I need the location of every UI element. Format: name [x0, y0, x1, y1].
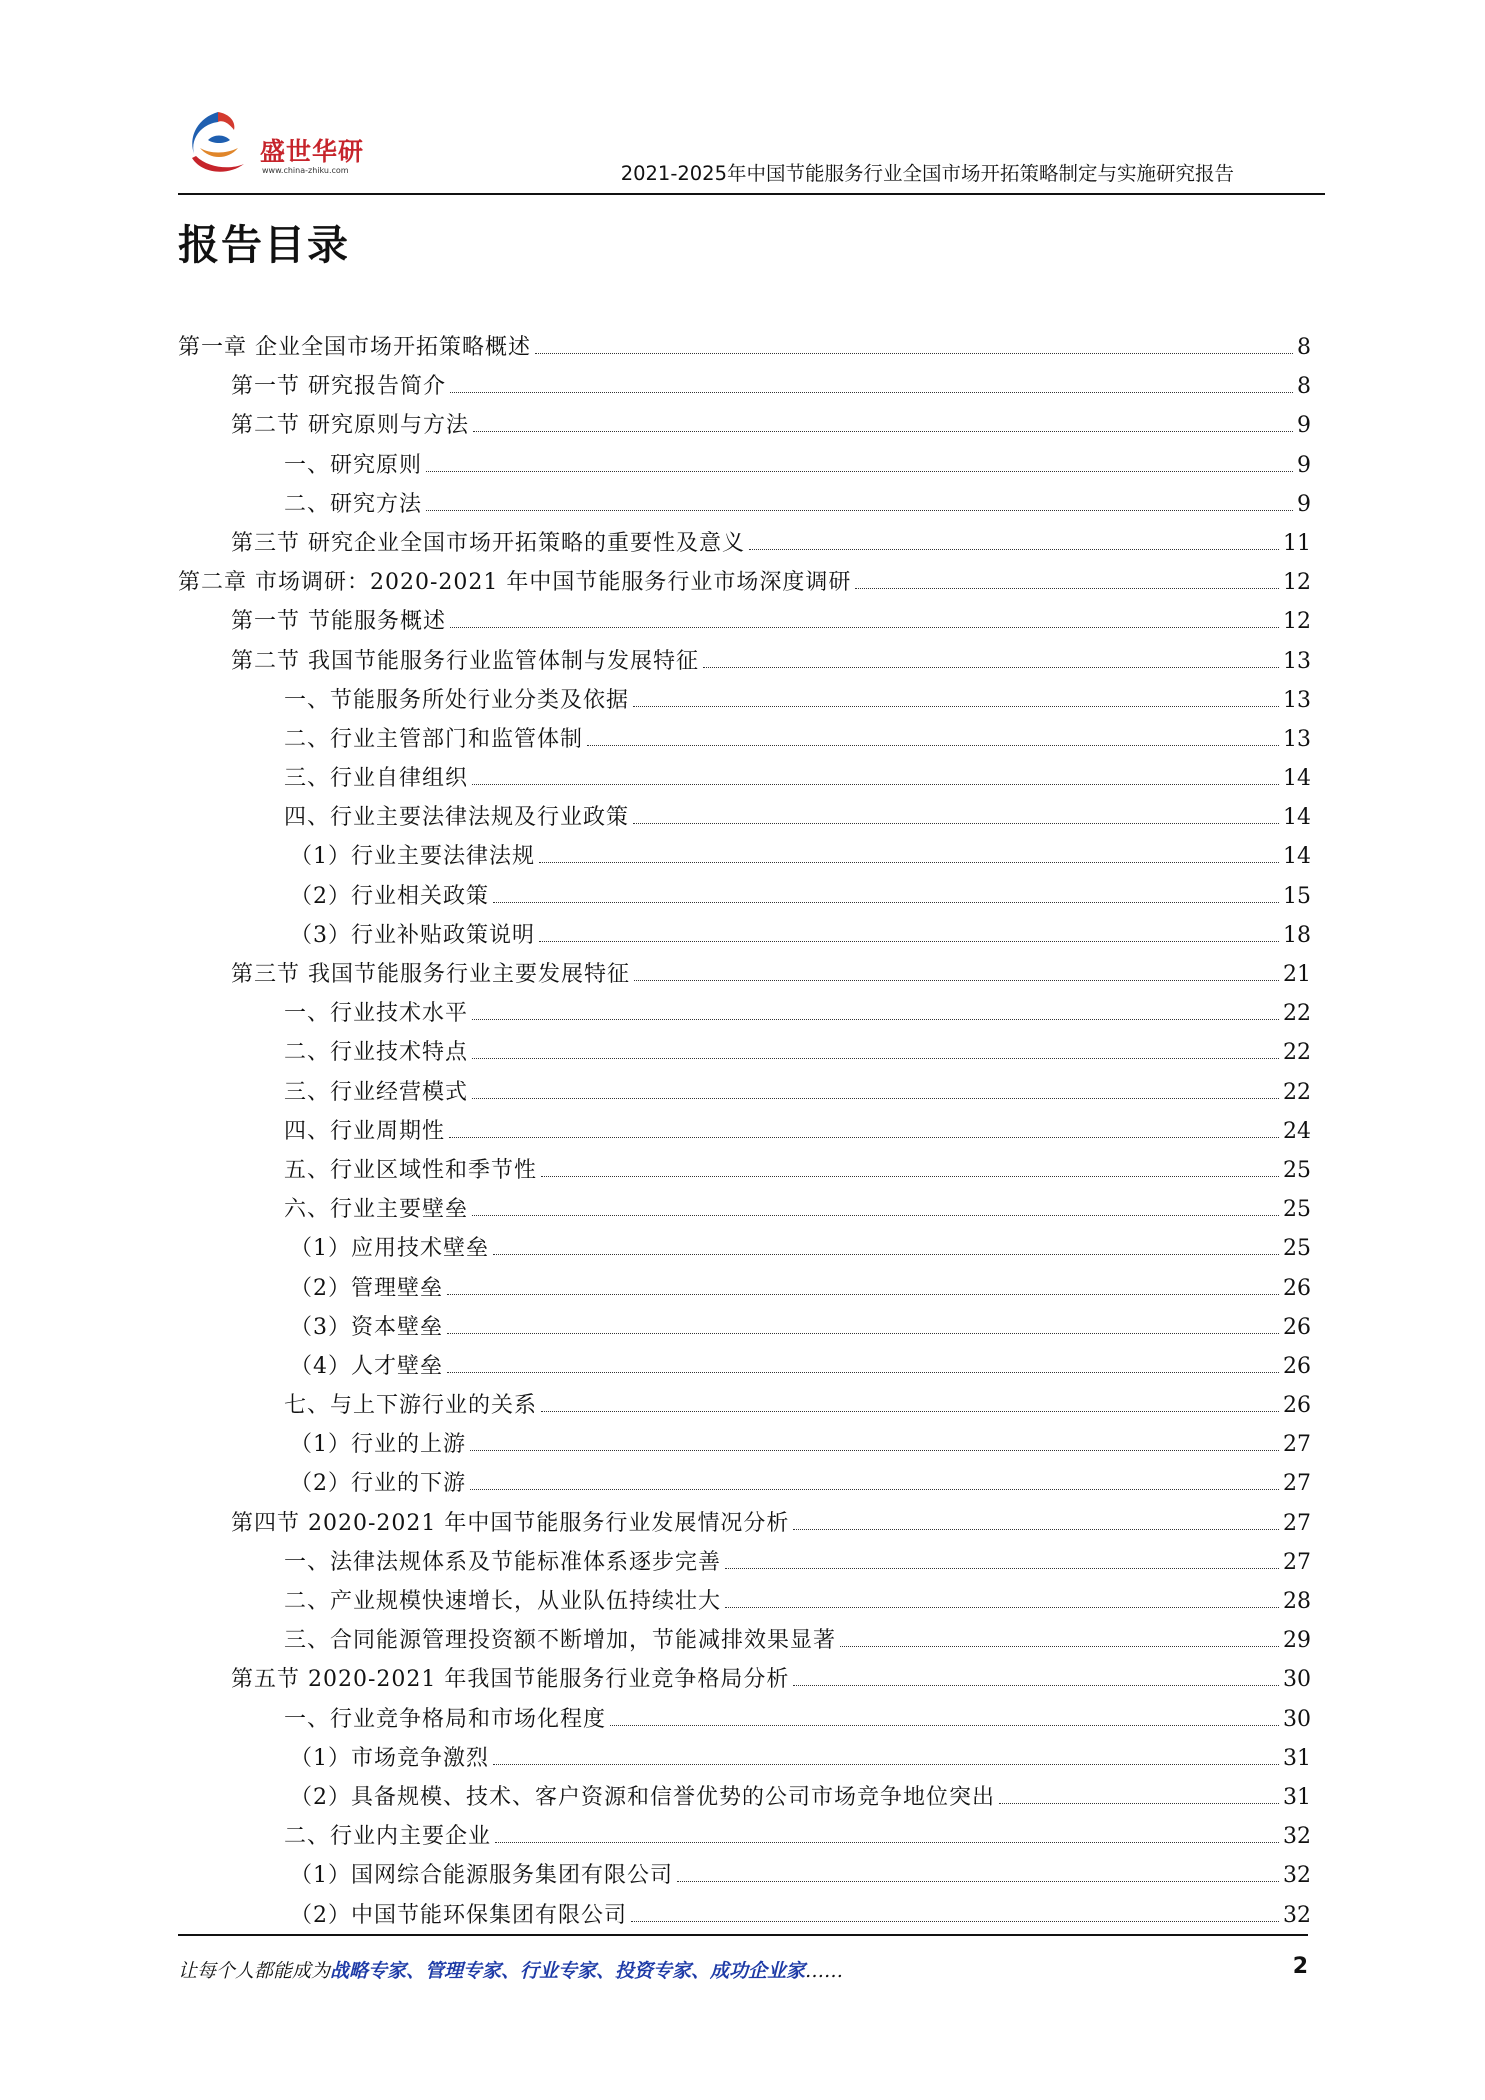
- table-of-contents: [178, 328, 1311, 1935]
- toc-entry-title: 七、与上下游行业的关系: [284, 1393, 538, 1419]
- toc-entry[interactable]: [178, 1269, 1311, 1308]
- toc-entry-page: 27: [1283, 1510, 1311, 1536]
- toc-dot-leader: [450, 627, 1279, 628]
- page-title: 报告目录: [178, 221, 350, 269]
- toc-entry-page: 27: [1283, 1471, 1311, 1497]
- company-logo: [178, 104, 388, 188]
- toc-dot-leader: [610, 1725, 1279, 1726]
- toc-entry-title: 第一节 节能服务概述: [231, 609, 446, 635]
- toc-entry-page: 12: [1283, 609, 1311, 635]
- toc-entry-page: 8: [1297, 335, 1311, 360]
- toc-entry[interactable]: [178, 1190, 1311, 1229]
- toc-entry[interactable]: [178, 602, 1311, 641]
- toc-dot-leader: [493, 902, 1279, 903]
- toc-entry-page: 24: [1283, 1118, 1311, 1144]
- toc-dot-leader: [493, 1764, 1279, 1765]
- toc-dot-leader: [793, 1529, 1279, 1530]
- toc-entry-title: 一、行业竞争格局和市场化程度: [284, 1706, 607, 1732]
- report-title: 2021-2025年中国节能服务行业全国市场开拓策略制定与实施研究报告: [620, 162, 1234, 185]
- toc-entry[interactable]: [178, 1543, 1311, 1582]
- toc-entry-title: （3）资本壁垒: [290, 1314, 443, 1340]
- toc-entry-page: 13: [1283, 648, 1311, 674]
- toc-entry[interactable]: [178, 1073, 1311, 1112]
- toc-entry[interactable]: [178, 485, 1311, 524]
- footer-slogan: [178, 1956, 843, 1983]
- toc-entry-page: 22: [1283, 1001, 1311, 1027]
- logo-emblem-icon: [178, 104, 258, 184]
- toc-dot-leader: [725, 1568, 1279, 1569]
- page-footer: [178, 1956, 1308, 1988]
- toc-dot-leader: [493, 1254, 1279, 1255]
- toc-entry-title: 一、节能服务所处行业分类及依据: [284, 687, 630, 713]
- toc-entry-page: 9: [1297, 491, 1311, 517]
- toc-entry-title: （2）具备规模、技术、客户资源和信誉优势的公司市场竞争地位突出: [290, 1784, 995, 1810]
- toc-dot-leader: [855, 588, 1279, 589]
- toc-entry-page: 31: [1283, 1784, 1311, 1810]
- toc-dot-leader: [793, 1685, 1279, 1686]
- toc-dot-leader: [587, 745, 1279, 746]
- toc-dot-leader: [840, 1646, 1279, 1647]
- toc-entry[interactable]: [178, 1464, 1311, 1503]
- toc-dot-leader: [725, 1607, 1279, 1608]
- toc-entry[interactable]: [178, 1229, 1311, 1268]
- toc-entry-title: 三、合同能源管理投资额不断增加，节能减排效果显著: [284, 1628, 837, 1654]
- toc-entry-title: （2）中国节能环保集团有限公司: [290, 1902, 627, 1928]
- toc-entry-page: 26: [1283, 1353, 1311, 1379]
- toc-entry[interactable]: [178, 837, 1311, 876]
- toc-entry[interactable]: [178, 563, 1311, 602]
- header-divider: [178, 193, 1325, 195]
- toc-entry-page: 21: [1283, 962, 1311, 987]
- toc-entry[interactable]: [178, 1896, 1311, 1935]
- toc-dot-leader: [472, 1098, 1279, 1099]
- toc-entry[interactable]: [178, 877, 1311, 916]
- toc-entry-title: 第五节 2020-2021 年我国节能服务行业竞争格局分析: [231, 1667, 790, 1693]
- toc-entry-title: 二、行业主管部门和监管体制: [284, 726, 584, 752]
- toc-dot-leader: [472, 1058, 1279, 1059]
- toc-entry-title: 四、行业主要法律法规及行业政策: [284, 805, 630, 831]
- toc-entry-title: 五、行业区域性和季节性: [284, 1157, 538, 1183]
- toc-entry[interactable]: [178, 328, 1311, 367]
- toc-entry-title: 第二章 市场调研：2020-2021 年中国节能服务行业市场深度调研: [178, 570, 852, 596]
- page-header: [178, 100, 1324, 196]
- toc-entry[interactable]: [178, 1856, 1311, 1895]
- toc-entry[interactable]: [178, 955, 1311, 994]
- toc-entry-title: （1）国网综合能源服务集团有限公司: [290, 1863, 673, 1889]
- toc-entry-page: 31: [1283, 1745, 1311, 1771]
- toc-entry-page: 15: [1283, 883, 1311, 909]
- toc-entry[interactable]: [178, 406, 1311, 445]
- toc-dot-leader: [541, 1176, 1279, 1177]
- toc-dot-leader: [749, 549, 1279, 550]
- toc-entry[interactable]: [178, 681, 1311, 720]
- toc-entry-title: （2）管理壁垒: [290, 1275, 443, 1301]
- toc-entry-title: 六、行业主要壁垒: [284, 1197, 469, 1223]
- toc-entry-page: 25: [1283, 1197, 1311, 1223]
- toc-dot-leader: [472, 1215, 1279, 1216]
- toc-dot-leader: [447, 1372, 1279, 1373]
- toc-dot-leader: [450, 392, 1293, 393]
- toc-entry-title: 第一章 企业全国市场开拓策略概述: [178, 335, 531, 360]
- toc-entry[interactable]: [178, 524, 1311, 563]
- toc-entry-title: （1）应用技术壁垒: [290, 1236, 489, 1262]
- toc-entry[interactable]: [178, 1660, 1311, 1699]
- toc-entry-title: 第三节 研究企业全国市场开拓策略的重要性及意义: [231, 530, 745, 556]
- toc-entry-page: 25: [1283, 1236, 1311, 1262]
- toc-entry[interactable]: [178, 916, 1311, 955]
- toc-entry-title: 第一节 研究报告简介: [231, 374, 446, 400]
- toc-dot-leader: [449, 1137, 1279, 1138]
- toc-entry-page: 32: [1283, 1863, 1311, 1889]
- toc-entry-page: 22: [1283, 1079, 1311, 1105]
- toc-entry-page: 9: [1297, 413, 1311, 439]
- toc-entry-title: （2）行业相关政策: [290, 883, 489, 909]
- toc-entry[interactable]: [178, 1386, 1311, 1425]
- toc-entry-title: （1）行业的上游: [290, 1432, 466, 1458]
- toc-entry[interactable]: [178, 1817, 1311, 1856]
- toc-entry-page: 18: [1283, 922, 1311, 948]
- toc-entry-title: 第三节 我国节能服务行业主要发展特征: [231, 962, 630, 987]
- logo-name: 盛世华研: [260, 137, 365, 166]
- toc-dot-leader: [495, 1842, 1279, 1843]
- toc-entry-page: 9: [1297, 452, 1311, 478]
- slogan-suffix: ……: [805, 1960, 844, 1982]
- toc-dot-leader: [539, 862, 1279, 863]
- toc-entry[interactable]: [178, 798, 1311, 837]
- toc-entry-page: 32: [1283, 1824, 1311, 1850]
- toc-entry-page: 32: [1283, 1902, 1311, 1928]
- toc-entry-page: 13: [1283, 687, 1311, 713]
- toc-dot-leader: [426, 510, 1293, 511]
- toc-entry-title: 第二节 我国节能服务行业监管体制与发展特征: [231, 648, 699, 674]
- toc-entry-page: 26: [1283, 1393, 1311, 1419]
- toc-entry[interactable]: [178, 1621, 1311, 1660]
- toc-entry[interactable]: [178, 367, 1311, 406]
- toc-dot-leader: [473, 431, 1293, 432]
- toc-entry[interactable]: [178, 720, 1311, 759]
- toc-entry[interactable]: [178, 1739, 1311, 1778]
- toc-dot-leader: [541, 1411, 1279, 1412]
- toc-entry[interactable]: [178, 1778, 1311, 1817]
- toc-entry-title: 二、行业内主要企业: [284, 1824, 492, 1850]
- toc-entry[interactable]: [178, 1151, 1311, 1190]
- toc-entry[interactable]: [178, 1033, 1311, 1072]
- toc-entry-page: 14: [1283, 844, 1311, 870]
- page-number: 2: [1292, 1954, 1308, 1979]
- toc-entry-title: 二、研究方法: [284, 491, 423, 517]
- toc-entry-page: 14: [1283, 766, 1311, 792]
- toc-entry[interactable]: [178, 994, 1311, 1033]
- toc-entry-page: 26: [1283, 1275, 1311, 1301]
- toc-entry-title: （2）行业的下游: [290, 1471, 466, 1497]
- toc-entry[interactable]: [178, 446, 1311, 485]
- toc-entry-title: 三、行业经营模式: [284, 1079, 469, 1105]
- toc-entry-page: 30: [1283, 1706, 1311, 1732]
- footer-divider: [178, 1934, 1308, 1936]
- toc-entry[interactable]: [178, 1112, 1311, 1151]
- toc-dot-leader: [447, 1294, 1279, 1295]
- toc-entry-page: 11: [1283, 530, 1311, 556]
- toc-dot-leader: [999, 1803, 1279, 1804]
- toc-dot-leader: [426, 471, 1293, 472]
- toc-entry-title: 一、研究原则: [284, 452, 423, 478]
- toc-entry[interactable]: [178, 1425, 1311, 1464]
- toc-dot-leader: [631, 1921, 1279, 1922]
- toc-entry-title: （1）行业主要法律法规: [290, 844, 535, 870]
- toc-entry-title: 二、产业规模快速增长，从业队伍持续壮大: [284, 1589, 722, 1614]
- toc-dot-leader: [633, 706, 1279, 707]
- logo-url: www.china-zhiku.com: [262, 166, 349, 175]
- toc-entry-page: 27: [1283, 1549, 1311, 1575]
- toc-dot-leader: [539, 941, 1279, 942]
- toc-entry-title: 第二节 研究原则与方法: [231, 413, 469, 439]
- toc-entry[interactable]: [178, 759, 1311, 798]
- toc-entry[interactable]: [178, 1582, 1311, 1621]
- toc-dot-leader: [472, 1019, 1279, 1020]
- toc-entry-page: 30: [1283, 1667, 1311, 1693]
- toc-entry-title: 二、行业技术特点: [284, 1040, 469, 1066]
- toc-entry-title: 四、行业周期性: [284, 1118, 446, 1144]
- toc-dot-leader: [634, 980, 1279, 981]
- toc-entry[interactable]: [178, 642, 1311, 681]
- slogan-prefix: 让每个人都能成为: [178, 1960, 331, 1982]
- toc-entry[interactable]: [178, 1504, 1311, 1543]
- toc-entry-title: 第四节 2020-2021 年中国节能服务行业发展情况分析: [231, 1510, 790, 1536]
- toc-entry-page: 28: [1283, 1589, 1311, 1614]
- toc-entry-title: 三、行业自律组织: [284, 766, 469, 792]
- toc-dot-leader: [447, 1333, 1279, 1334]
- toc-dot-leader: [535, 353, 1293, 354]
- toc-entry-title: 一、法律法规体系及节能标准体系逐步完善: [284, 1549, 722, 1575]
- toc-entry-page: 27: [1283, 1432, 1311, 1458]
- toc-dot-leader: [472, 784, 1279, 785]
- toc-dot-leader: [470, 1489, 1279, 1490]
- toc-entry-title: （1）市场竞争激烈: [290, 1745, 489, 1771]
- toc-entry-page: 25: [1283, 1157, 1311, 1183]
- toc-entry-title: （3）行业补贴政策说明: [290, 922, 535, 948]
- toc-entry-page: 22: [1283, 1040, 1311, 1066]
- toc-entry-title: 一、行业技术水平: [284, 1001, 469, 1027]
- toc-entry[interactable]: [178, 1347, 1311, 1386]
- slogan-highlight: 战略专家、管理专家、行业专家、投资专家、成功企业家: [330, 1960, 806, 1982]
- toc-entry-page: 14: [1283, 805, 1311, 831]
- toc-entry-page: 13: [1283, 726, 1311, 752]
- toc-entry[interactable]: [178, 1308, 1311, 1347]
- toc-entry-page: 29: [1283, 1628, 1311, 1654]
- toc-entry-title: （4）人才壁垒: [290, 1353, 443, 1379]
- toc-dot-leader: [703, 667, 1279, 668]
- toc-entry-page: 12: [1283, 570, 1311, 596]
- toc-dot-leader: [470, 1450, 1279, 1451]
- toc-entry-page: 8: [1297, 374, 1311, 400]
- toc-dot-leader: [633, 823, 1279, 824]
- toc-dot-leader: [677, 1881, 1279, 1882]
- toc-entry[interactable]: [178, 1700, 1311, 1739]
- toc-entry-page: 26: [1283, 1314, 1311, 1340]
